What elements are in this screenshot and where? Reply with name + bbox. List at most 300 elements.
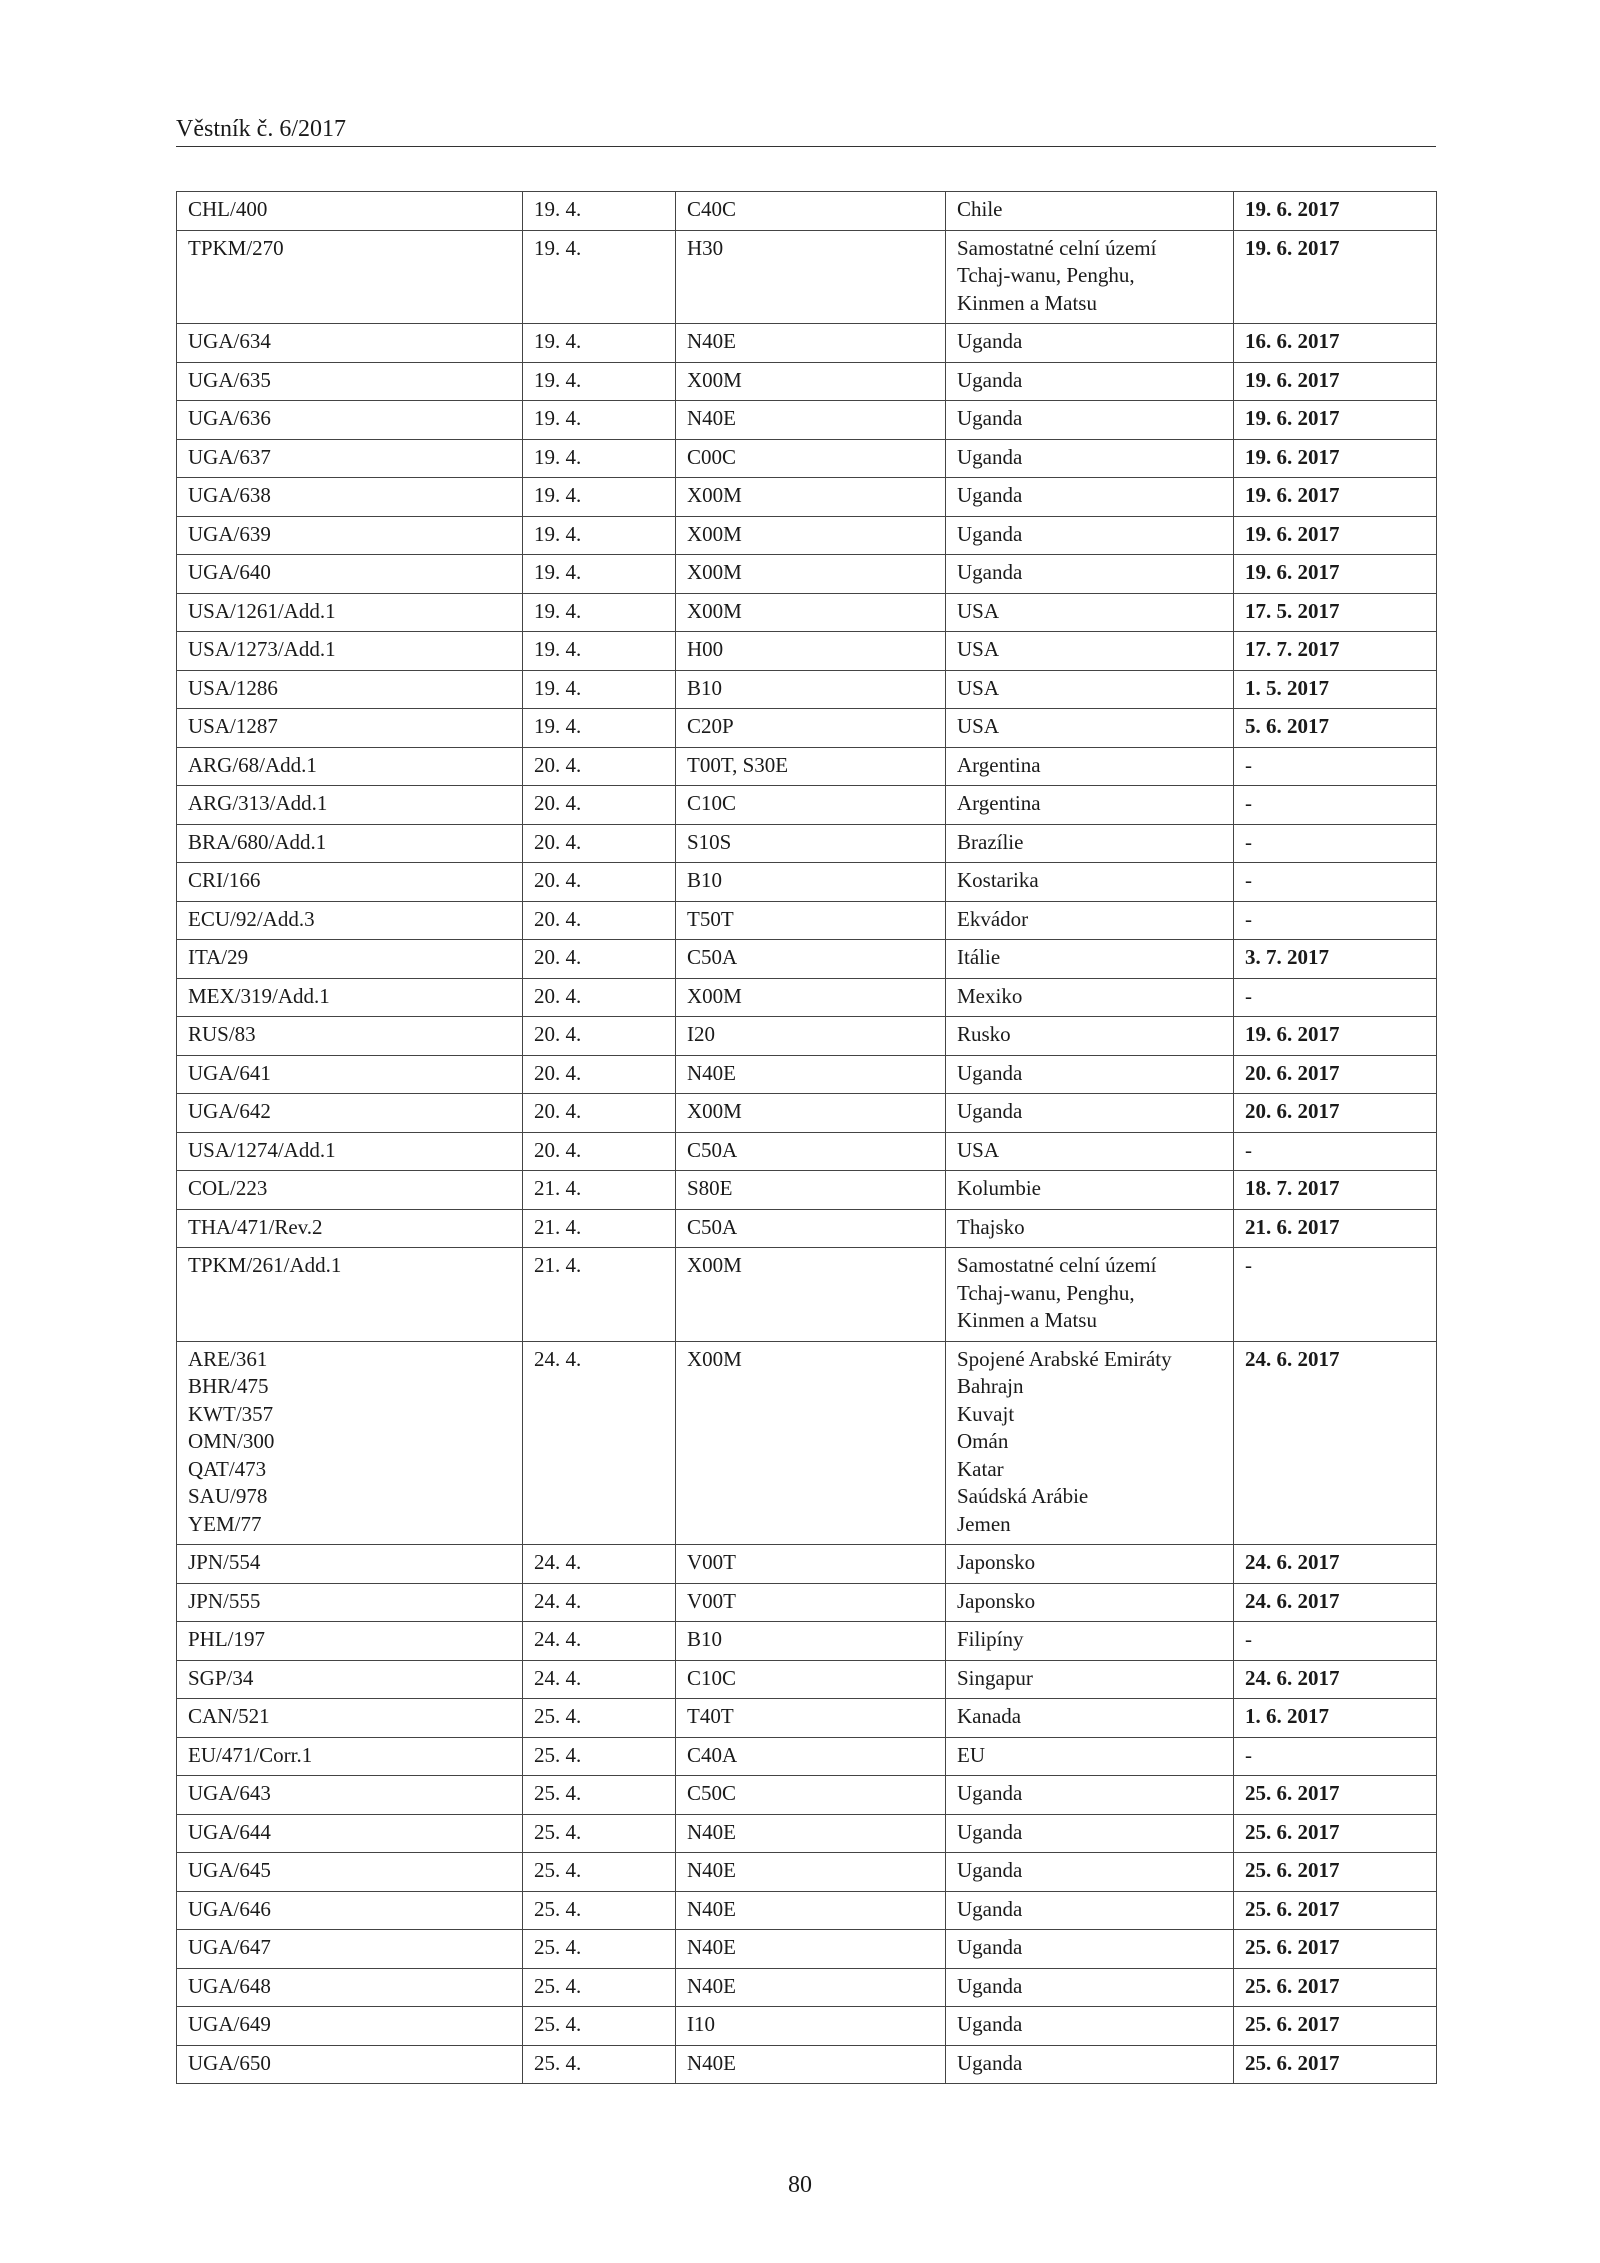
ics-code-cell: H00 [676, 632, 946, 671]
ics-code-cell: X00M [676, 593, 946, 632]
notification-symbol-cell-line: UGA/636 [188, 406, 271, 430]
comment-deadline-cell: - [1234, 1248, 1437, 1342]
comment-deadline-cell: 24. 6. 2017 [1234, 1341, 1437, 1545]
table-row [177, 632, 1437, 671]
comment-deadline-cell: 25. 6. 2017 [1234, 2007, 1437, 2046]
comment-deadline-cell: 20. 6. 2017 [1234, 1055, 1437, 1094]
table-row [177, 1545, 1437, 1584]
table-row [177, 670, 1437, 709]
notification-date-cell: 25. 4. [523, 1737, 676, 1776]
member-country-cell-line: Uganda [957, 1099, 1023, 1123]
notification-symbol-cell-line: SGP/34 [188, 1665, 254, 1690]
comment-deadline-cell: - [1234, 901, 1437, 940]
table-row [177, 1853, 1437, 1892]
notification-symbol-cell-line: USA/1273/Add.1 [188, 637, 336, 661]
notification-symbol-cell-line: CAN/521 [188, 1704, 270, 1728]
comment-deadline-cell: 3. 7. 2017 [1234, 940, 1437, 979]
notification-date-cell: 25. 4. [523, 1814, 676, 1853]
notification-date-cell: 19. 4. [523, 362, 676, 401]
member-country-cell [946, 1171, 1234, 1210]
member-country-cell-line: EU [957, 1742, 985, 1767]
ics-code-cell: N40E [676, 1055, 946, 1094]
ics-code-cell: C40C [676, 192, 946, 231]
ics-code-cell: C40A [676, 1737, 946, 1776]
member-country-cell-line: Uganda [957, 1858, 1023, 1882]
member-country-cell [946, 478, 1234, 517]
comment-deadline-cell: 19. 6. 2017 [1234, 362, 1437, 401]
ics-code-cell: X00M [676, 555, 946, 594]
notification-symbol-cell-line: QAT/473 [188, 1456, 267, 1481]
notification-symbol-cell-line: USA/1286 [188, 675, 278, 700]
notification-date-cell: 24. 4. [523, 1583, 676, 1622]
ics-code-cell: C50A [676, 1209, 946, 1248]
notification-symbol-cell-line: UGA/643 [188, 1781, 271, 1805]
table-row [177, 516, 1437, 555]
ics-code-cell: H30 [676, 230, 946, 324]
ics-code-cell: X00M [676, 1248, 946, 1342]
comment-deadline-cell: - [1234, 863, 1437, 902]
notification-symbol-cell [177, 978, 523, 1017]
ics-code-cell: S10S [676, 824, 946, 863]
member-country-cell [946, 901, 1234, 940]
notification-symbol-cell-line: UGA/641 [188, 1060, 271, 1085]
member-country-cell [946, 1737, 1234, 1776]
table-row [177, 863, 1437, 902]
member-country-cell [946, 192, 1234, 231]
member-country-cell [946, 1891, 1234, 1930]
ics-code-cell: C50A [676, 1132, 946, 1171]
member-country-cell [946, 362, 1234, 401]
member-country-cell-line: USA [957, 714, 1000, 738]
notification-symbol-cell-line: YEM/77 [188, 1511, 262, 1536]
notification-symbol-cell [177, 940, 523, 979]
notification-symbol-cell-line: TPKM/270 [188, 235, 284, 260]
comment-deadline-cell: - [1234, 1737, 1437, 1776]
member-country-cell-line: Argentina [957, 791, 1041, 815]
table-row [177, 786, 1437, 825]
table-row [177, 362, 1437, 401]
notification-symbol-cell [177, 1814, 523, 1853]
notification-symbol-cell [177, 1017, 523, 1056]
notifications-table-body [177, 192, 1437, 2084]
member-country-cell [946, 786, 1234, 825]
ics-code-cell: C10C [676, 1660, 946, 1699]
member-country-cell-line: Tchaj-wanu, Penghu, [957, 1280, 1135, 1305]
member-country-cell-line: USA [957, 598, 1000, 623]
notification-symbol-cell [177, 324, 523, 363]
table-row [177, 192, 1437, 231]
notification-symbol-cell-line: UGA/640 [188, 560, 271, 584]
table-row [177, 1341, 1437, 1545]
member-country-cell [946, 1209, 1234, 1248]
member-country-cell-line: Uganda [957, 1819, 1023, 1844]
member-country-cell-line: Japonsko [957, 1550, 1036, 1574]
member-country-cell [946, 824, 1234, 863]
notification-date-cell: 19. 4. [523, 709, 676, 748]
notification-symbol-cell [177, 1341, 523, 1545]
table-row [177, 709, 1437, 748]
notification-date-cell: 19. 4. [523, 632, 676, 671]
member-country-cell-line: Kanada [957, 1704, 1022, 1728]
notification-symbol-cell [177, 401, 523, 440]
notification-symbol-cell [177, 1699, 523, 1738]
comment-deadline-cell: 25. 6. 2017 [1234, 1968, 1437, 2007]
notification-symbol-cell-line: JPN/555 [188, 1588, 261, 1613]
notification-symbol-cell-line: UGA/644 [188, 1819, 271, 1844]
notification-date-cell: 19. 4. [523, 230, 676, 324]
table-row [177, 747, 1437, 786]
member-country-cell [946, 1094, 1234, 1133]
notification-symbol-cell [177, 362, 523, 401]
member-country-cell-line: Uganda [957, 1935, 1023, 1959]
notification-symbol-cell [177, 1737, 523, 1776]
notification-symbol-cell [177, 1660, 523, 1699]
ics-code-cell: N40E [676, 401, 946, 440]
table-row [177, 1132, 1437, 1171]
notification-symbol-cell [177, 1968, 523, 2007]
member-country-cell [946, 747, 1234, 786]
member-country-cell-line: Argentina [957, 752, 1041, 777]
notification-symbol-cell [177, 439, 523, 478]
notification-symbol-cell-line: UGA/646 [188, 1896, 271, 1921]
member-country-cell-line: Samostatné celní území [957, 235, 1157, 260]
ics-code-cell: T50T [676, 901, 946, 940]
notification-symbol-cell-line: UGA/647 [188, 1935, 271, 1959]
notification-symbol-cell [177, 1209, 523, 1248]
notification-date-cell: 20. 4. [523, 1094, 676, 1133]
member-country-cell [946, 1545, 1234, 1584]
member-country-cell-line: Bahrajn [957, 1374, 1024, 1398]
member-country-cell-line: USA [957, 637, 1000, 661]
notification-date-cell: 25. 4. [523, 1968, 676, 2007]
comment-deadline-cell: 17. 7. 2017 [1234, 632, 1437, 671]
member-country-cell-line: Filipíny [957, 1627, 1024, 1651]
notification-symbol-cell [177, 555, 523, 594]
comment-deadline-cell: 19. 6. 2017 [1234, 192, 1437, 231]
member-country-cell-line: Uganda [957, 1973, 1023, 1998]
comment-deadline-cell: - [1234, 824, 1437, 863]
member-country-cell [946, 555, 1234, 594]
table-row [177, 1891, 1437, 1930]
comment-deadline-cell: 17. 5. 2017 [1234, 593, 1437, 632]
notification-symbol-cell-line: CRI/166 [188, 868, 261, 892]
notification-symbol-cell [177, 1132, 523, 1171]
notification-symbol-cell-line: UGA/649 [188, 2012, 271, 2036]
table-row [177, 401, 1437, 440]
notification-symbol-cell-line: UGA/648 [188, 1973, 271, 1998]
table-row [177, 1583, 1437, 1622]
notification-symbol-cell-line: ECU/92/Add.3 [188, 906, 315, 931]
table-row [177, 1930, 1437, 1969]
table-row [177, 1814, 1437, 1853]
member-country-cell [946, 1776, 1234, 1815]
member-country-cell [946, 670, 1234, 709]
member-country-cell-line: Kinmen a Matsu [957, 290, 1097, 315]
member-country-cell [946, 709, 1234, 748]
ics-code-cell: X00M [676, 1341, 946, 1545]
notification-symbol-cell-line: USA/1261/Add.1 [188, 598, 336, 623]
page-number: 80 [788, 2172, 812, 2198]
ics-code-cell: V00T [676, 1583, 946, 1622]
table-row [177, 1622, 1437, 1661]
member-country-cell-line: Brazílie [957, 829, 1024, 854]
member-country-cell [946, 401, 1234, 440]
member-country-cell [946, 1341, 1234, 1545]
notification-symbol-cell [177, 516, 523, 555]
comment-deadline-cell: 1. 6. 2017 [1234, 1699, 1437, 1738]
member-country-cell-line: Uganda [957, 1781, 1023, 1805]
ics-code-cell: N40E [676, 1968, 946, 2007]
member-country-cell [946, 1622, 1234, 1661]
notification-symbol-cell [177, 1248, 523, 1342]
notification-date-cell: 19. 4. [523, 478, 676, 517]
notification-date-cell: 20. 4. [523, 1132, 676, 1171]
comment-deadline-cell: 19. 6. 2017 [1234, 230, 1437, 324]
notification-symbol-cell-line: ARG/313/Add.1 [188, 791, 328, 815]
notification-date-cell: 19. 4. [523, 439, 676, 478]
ics-code-cell: X00M [676, 516, 946, 555]
notification-symbol-cell-line: TPKM/261/Add.1 [188, 1253, 342, 1277]
notification-date-cell: 20. 4. [523, 863, 676, 902]
ics-code-cell: B10 [676, 1622, 946, 1661]
page-header [176, 114, 1436, 147]
table-row [177, 1737, 1437, 1776]
notification-symbol-cell-line: UGA/634 [188, 329, 271, 353]
member-country-cell-line: Uganda [957, 483, 1023, 507]
notification-symbol-cell [177, 1055, 523, 1094]
table-row [177, 1017, 1437, 1056]
member-country-cell-line: Uganda [957, 560, 1023, 584]
ics-code-cell: X00M [676, 478, 946, 517]
member-country-cell [946, 1699, 1234, 1738]
comment-deadline-cell: 24. 6. 2017 [1234, 1660, 1437, 1699]
notification-symbol-cell [177, 2045, 523, 2084]
ics-code-cell: N40E [676, 324, 946, 363]
ics-code-cell: N40E [676, 1891, 946, 1930]
notification-symbol-cell-line: ARG/68/Add.1 [188, 752, 317, 777]
member-country-cell-line: Samostatné celní území [957, 1253, 1157, 1277]
table-row [177, 1171, 1437, 1210]
notification-date-cell: 19. 4. [523, 593, 676, 632]
ics-code-cell: B10 [676, 670, 946, 709]
ics-code-cell: N40E [676, 1814, 946, 1853]
table-row [177, 940, 1437, 979]
ics-code-cell: C50A [676, 940, 946, 979]
table-row [177, 1094, 1437, 1133]
notification-symbol-cell-line: UGA/639 [188, 521, 271, 546]
comment-deadline-cell: - [1234, 747, 1437, 786]
member-country-cell-line: Uganda [957, 2012, 1023, 2036]
table-row [177, 593, 1437, 632]
ics-code-cell: C00C [676, 439, 946, 478]
notification-symbol-cell [177, 901, 523, 940]
notification-symbol-cell-line: UGA/635 [188, 367, 271, 392]
table-row [177, 1660, 1437, 1699]
notification-symbol-cell [177, 593, 523, 632]
member-country-cell [946, 1660, 1234, 1699]
member-country-cell-line: Rusko [957, 1022, 1011, 1046]
member-country-cell [946, 1814, 1234, 1853]
notification-date-cell: 19. 4. [523, 516, 676, 555]
comment-deadline-cell: 24. 6. 2017 [1234, 1545, 1437, 1584]
notification-symbol-cell-line: USA/1287 [188, 714, 278, 738]
notification-date-cell: 19. 4. [523, 555, 676, 594]
member-country-cell [946, 1853, 1234, 1892]
member-country-cell-line: Uganda [957, 406, 1023, 430]
member-country-cell [946, 978, 1234, 1017]
notification-date-cell: 19. 4. [523, 192, 676, 231]
notification-symbol-cell [177, 2007, 523, 2046]
member-country-cell-line: Katar [957, 1456, 1004, 1481]
table-row [177, 478, 1437, 517]
ics-code-cell: N40E [676, 1853, 946, 1892]
table-row [177, 901, 1437, 940]
notification-symbol-cell [177, 632, 523, 671]
notification-symbol-cell-line: BRA/680/Add.1 [188, 829, 327, 854]
notification-symbol-cell-line: ITA/29 [188, 945, 249, 969]
notification-date-cell: 20. 4. [523, 978, 676, 1017]
notification-symbol-cell-line: MEX/319/Add.1 [188, 983, 330, 1008]
notification-date-cell: 25. 4. [523, 2045, 676, 2084]
notification-symbol-cell-line: CHL/400 [188, 197, 268, 221]
notification-symbol-cell [177, 192, 523, 231]
ics-code-cell: T00T, S30E [676, 747, 946, 786]
notification-symbol-cell [177, 1930, 523, 1969]
member-country-cell-line: Uganda [957, 521, 1023, 546]
comment-deadline-cell: 18. 7. 2017 [1234, 1171, 1437, 1210]
member-country-cell-line: Kinmen a Matsu [957, 1308, 1097, 1332]
notification-symbol-cell [177, 786, 523, 825]
ics-code-cell: N40E [676, 2045, 946, 2084]
notification-date-cell: 25. 4. [523, 2007, 676, 2046]
notification-symbol-cell-line: UGA/642 [188, 1099, 271, 1123]
notification-symbol-cell-line: THA/471/Rev.2 [188, 1214, 323, 1239]
notification-symbol-cell [177, 709, 523, 748]
member-country-cell [946, 1132, 1234, 1171]
notification-symbol-cell-line: UGA/637 [188, 444, 271, 469]
notification-symbol-cell [177, 230, 523, 324]
notification-symbol-cell [177, 1094, 523, 1133]
table-row [177, 555, 1437, 594]
member-country-cell [946, 863, 1234, 902]
member-country-cell [946, 230, 1234, 324]
member-country-cell-line: Thajsko [957, 1214, 1025, 1239]
notification-symbol-cell [177, 1891, 523, 1930]
member-country-cell [946, 439, 1234, 478]
ics-code-cell: I10 [676, 2007, 946, 2046]
notification-date-cell: 21. 4. [523, 1171, 676, 1210]
member-country-cell [946, 1248, 1234, 1342]
table-row [177, 1776, 1437, 1815]
member-country-cell-line: Chile [957, 197, 1003, 221]
notification-symbol-cell [177, 478, 523, 517]
notification-date-cell: 21. 4. [523, 1209, 676, 1248]
member-country-cell-line: Uganda [957, 444, 1023, 469]
member-country-cell-line: Omán [957, 1429, 1009, 1453]
comment-deadline-cell: - [1234, 978, 1437, 1017]
table-row [177, 230, 1437, 324]
notification-symbol-cell-line: USA/1274/Add.1 [188, 1137, 336, 1162]
notification-symbol-cell-line: OMN/300 [188, 1429, 275, 1453]
notification-symbol-cell [177, 1171, 523, 1210]
comment-deadline-cell: 25. 6. 2017 [1234, 1930, 1437, 1969]
comment-deadline-cell: 19. 6. 2017 [1234, 401, 1437, 440]
ics-code-cell: C50C [676, 1776, 946, 1815]
notification-symbol-cell [177, 1622, 523, 1661]
member-country-cell [946, 1968, 1234, 2007]
table-row [177, 324, 1437, 363]
member-country-cell-line: Uganda [957, 1896, 1023, 1921]
comment-deadline-cell: - [1234, 1132, 1437, 1171]
notification-date-cell: 21. 4. [523, 1248, 676, 1342]
comment-deadline-cell: 16. 6. 2017 [1234, 324, 1437, 363]
notification-date-cell: 19. 4. [523, 324, 676, 363]
member-country-cell-line: USA [957, 675, 1000, 700]
notification-date-cell: 24. 4. [523, 1341, 676, 1545]
ics-code-cell: T40T [676, 1699, 946, 1738]
member-country-cell [946, 593, 1234, 632]
member-country-cell-line: Saúdská Arábie [957, 1484, 1089, 1508]
member-country-cell-line: Spojené Arabské Emiráty [957, 1346, 1172, 1371]
member-country-cell-line: USA [957, 1137, 1000, 1162]
member-country-cell-line: Japonsko [957, 1588, 1036, 1613]
notification-symbol-cell-line: UGA/645 [188, 1858, 271, 1882]
comment-deadline-cell: - [1234, 786, 1437, 825]
table-row [177, 439, 1437, 478]
member-country-cell [946, 2007, 1234, 2046]
notification-date-cell: 25. 4. [523, 1930, 676, 1969]
notification-date-cell: 19. 4. [523, 670, 676, 709]
member-country-cell [946, 324, 1234, 363]
comment-deadline-cell: 5. 6. 2017 [1234, 709, 1437, 748]
comment-deadline-cell: 1. 5. 2017 [1234, 670, 1437, 709]
ics-code-cell: X00M [676, 1094, 946, 1133]
member-country-cell [946, 632, 1234, 671]
comment-deadline-cell: 19. 6. 2017 [1234, 439, 1437, 478]
notification-date-cell: 25. 4. [523, 1776, 676, 1815]
notification-date-cell: 24. 4. [523, 1545, 676, 1584]
notification-symbol-cell-line: BHR/475 [188, 1374, 269, 1398]
notification-date-cell: 20. 4. [523, 1017, 676, 1056]
table-row [177, 2007, 1437, 2046]
notification-symbol-cell-line: RUS/83 [188, 1022, 256, 1046]
notification-symbol-cell-line: EU/471/Corr.1 [188, 1742, 313, 1767]
notification-date-cell: 25. 4. [523, 1853, 676, 1892]
member-country-cell-line: Mexiko [957, 983, 1023, 1008]
notification-symbol-cell [177, 670, 523, 709]
notification-date-cell: 20. 4. [523, 824, 676, 863]
notification-symbol-cell-line: KWT/357 [188, 1401, 274, 1426]
notification-symbol-cell [177, 1776, 523, 1815]
notification-symbol-cell-line: UGA/638 [188, 483, 271, 507]
notification-symbol-cell-line: ARE/361 [188, 1346, 268, 1371]
ics-code-cell: X00M [676, 362, 946, 401]
comment-deadline-cell: 25. 6. 2017 [1234, 1814, 1437, 1853]
notification-symbol-cell [177, 747, 523, 786]
member-country-cell [946, 1017, 1234, 1056]
notification-date-cell: 20. 4. [523, 747, 676, 786]
notification-symbol-cell-line: SAU/978 [188, 1484, 268, 1508]
ics-code-cell: N40E [676, 1930, 946, 1969]
comment-deadline-cell: 19. 6. 2017 [1234, 1017, 1437, 1056]
notification-date-cell: 19. 4. [523, 401, 676, 440]
comment-deadline-cell: 19. 6. 2017 [1234, 478, 1437, 517]
ics-code-cell: X00M [676, 978, 946, 1017]
comment-deadline-cell: 19. 6. 2017 [1234, 516, 1437, 555]
member-country-cell [946, 516, 1234, 555]
comment-deadline-cell: 21. 6. 2017 [1234, 1209, 1437, 1248]
ics-code-cell: C10C [676, 786, 946, 825]
